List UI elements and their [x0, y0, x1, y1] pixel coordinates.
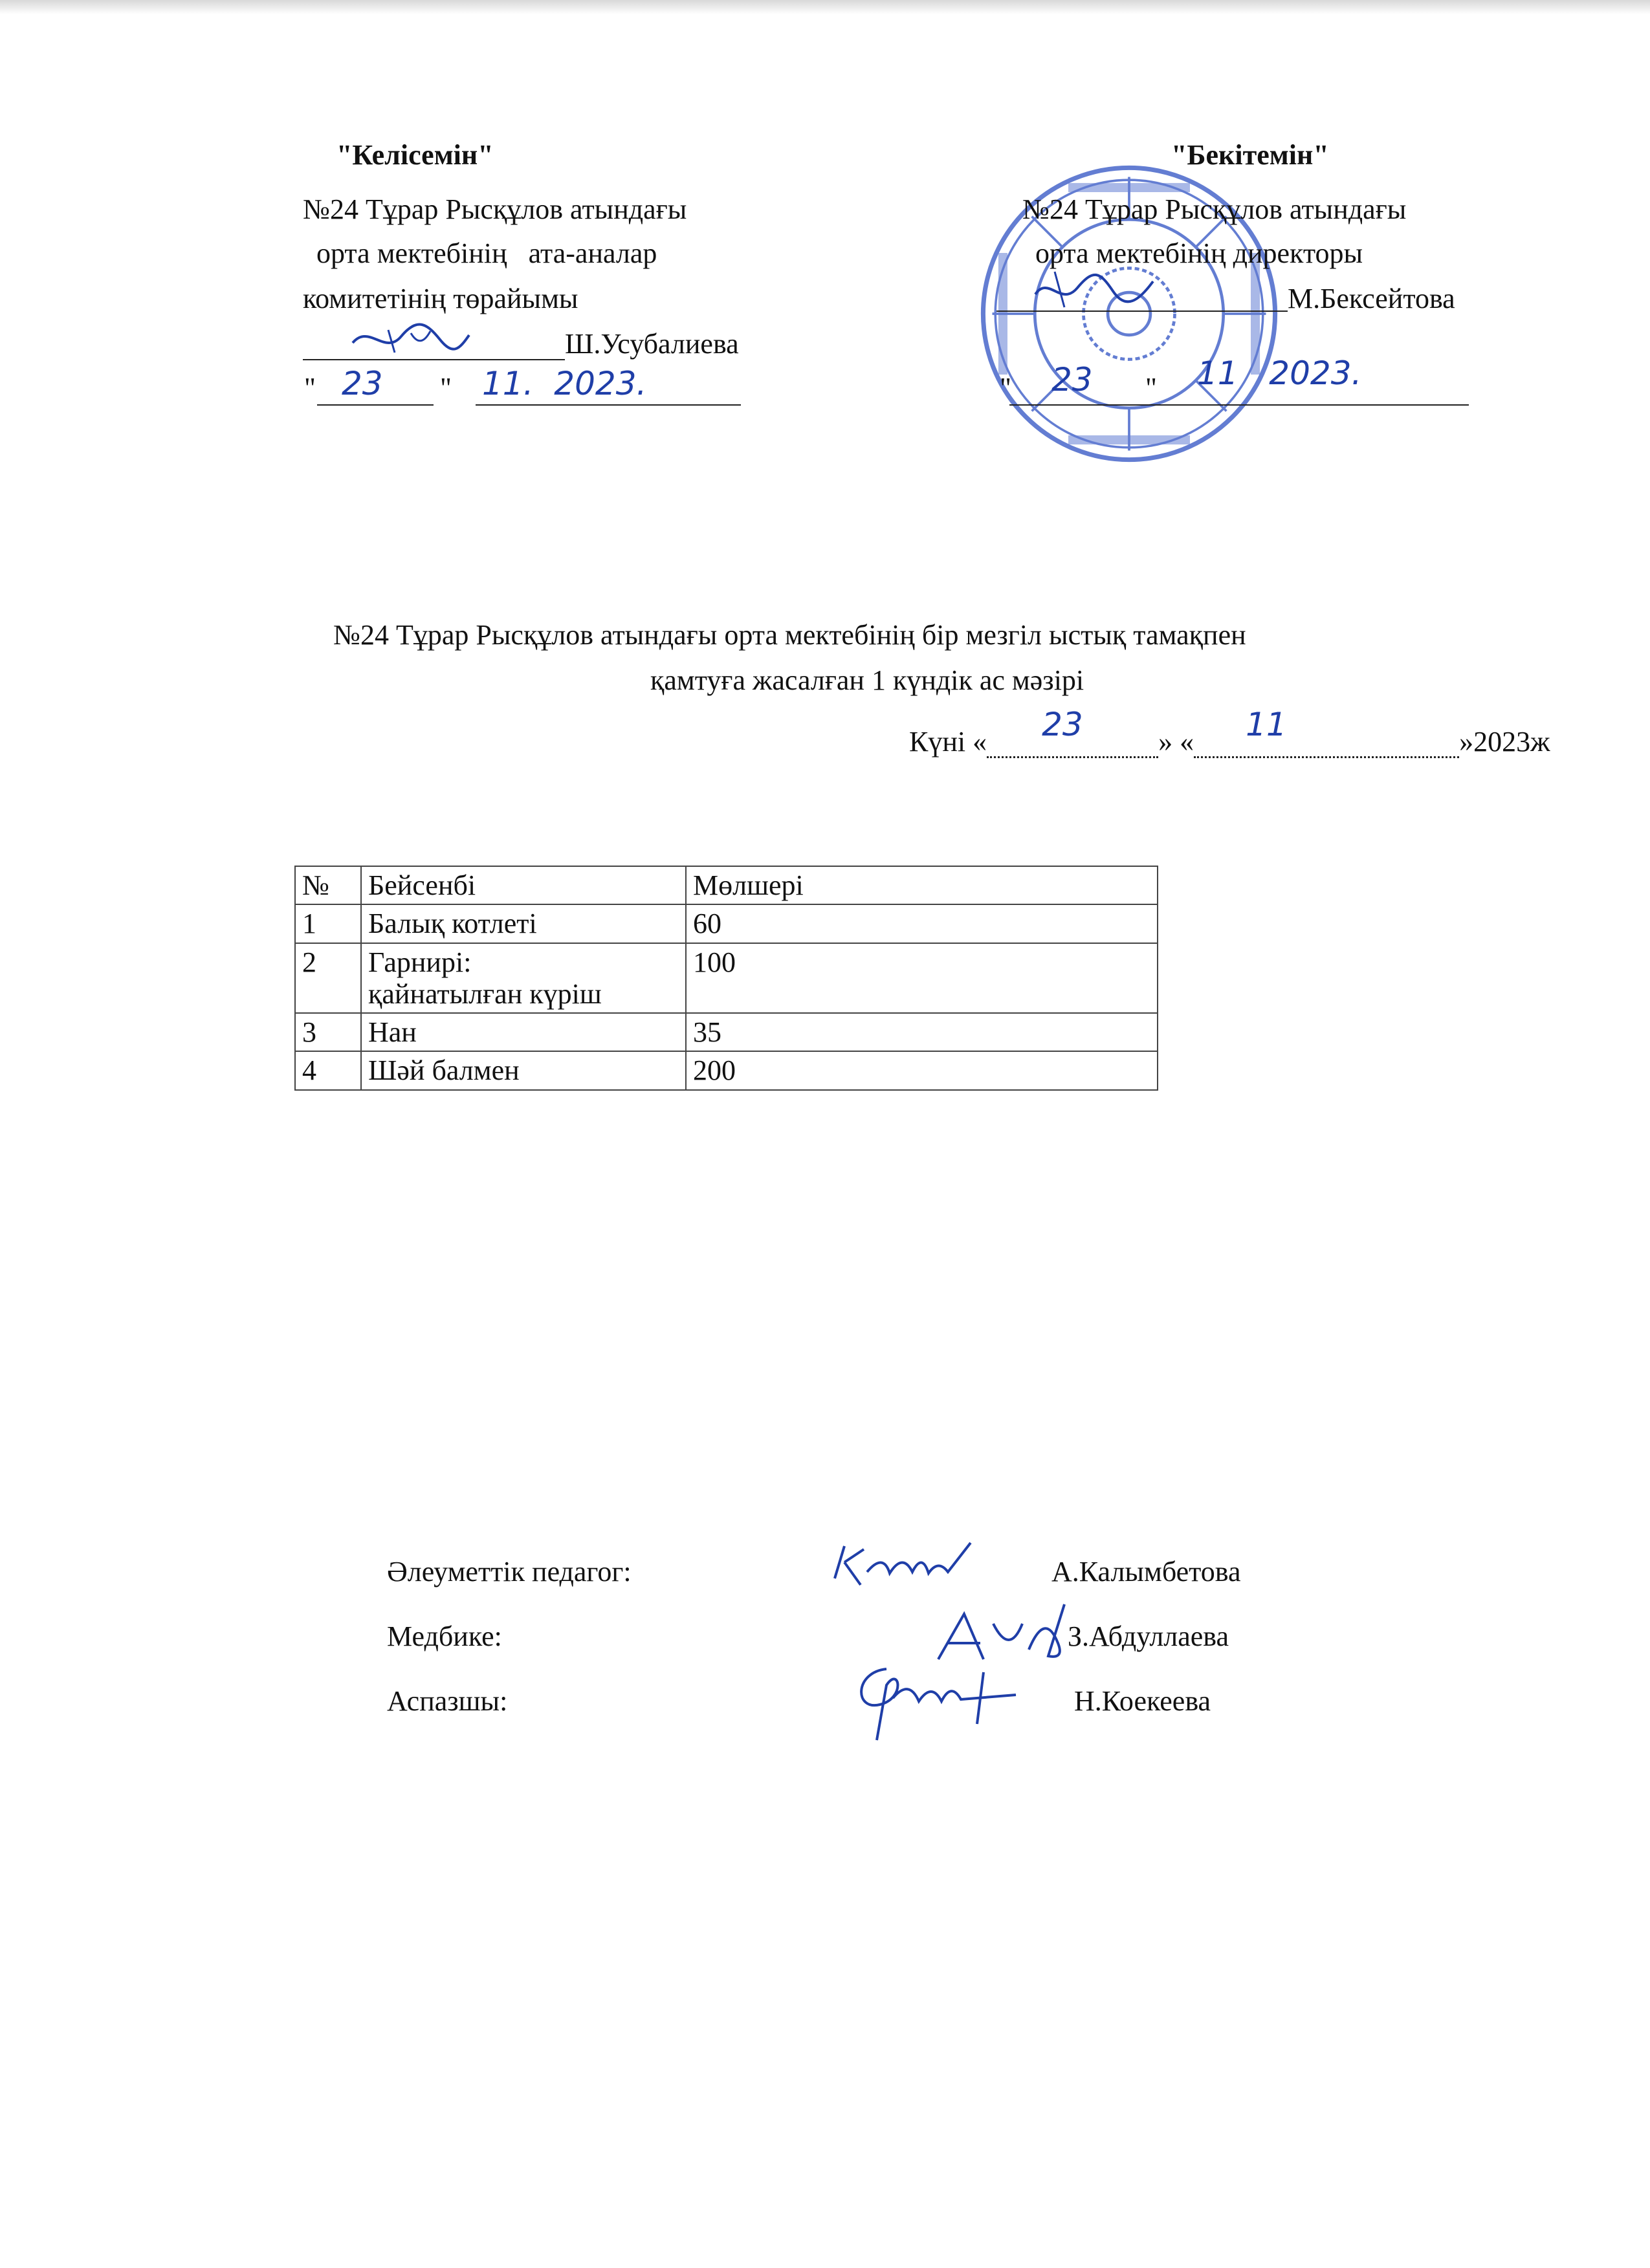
date-day-field [987, 706, 1158, 758]
right-date-month-year: 11 2023. [1197, 354, 1362, 392]
right-date-open-quote: " [1000, 372, 1011, 404]
date-suffix: »2023ж [1459, 726, 1550, 758]
left-approval-line2: орта мектебінің ата-аналар [309, 237, 657, 269]
right-date-line [1009, 404, 1469, 406]
date-day-hand: 23 [1042, 706, 1083, 743]
date-prefix: Күні « [909, 726, 987, 758]
left-approval-line1: №24 Тұрар Рысқұлов атындағы [303, 193, 687, 225]
signatory-role: Әлеуметтік педагог: [387, 1556, 632, 1587]
header-day: Бейсенбі [361, 866, 686, 904]
menu-table [294, 866, 1158, 1091]
row-quantity: 60 [686, 904, 1158, 943]
document-title-line1: №24 Тұрар Рысқұлов атындағы орта мектебінің бір мезгіл ыстық тамақпен [333, 619, 1246, 651]
row-quantity: 100 [686, 943, 1158, 1014]
date-line [909, 706, 1550, 758]
left-signature-icon [349, 317, 472, 362]
row-quantity: 200 [686, 1051, 1158, 1089]
row-quantity: 35 [686, 1013, 1158, 1051]
row-dish: Шәй балмен [361, 1051, 686, 1089]
document-title-line2: қамтуға жасалған 1 күндік ас мәзірі [650, 664, 1084, 696]
row-dish-line1: Гарнирі: [368, 946, 472, 978]
signatory-name: Н.Коекеева [1074, 1685, 1211, 1717]
signature-icon [848, 1659, 1029, 1743]
signature-icon [825, 1533, 1000, 1604]
table-row [295, 1051, 1158, 1089]
right-signature-icon [1029, 262, 1158, 314]
header-number: № [295, 866, 361, 904]
right-date-day: 23 [1051, 361, 1093, 398]
row-dish: Балық котлеті [361, 904, 686, 943]
signatory-role: Медбике: [387, 1620, 502, 1652]
row-dish: Нан [361, 1013, 686, 1051]
date-month-hand: 11 [1246, 706, 1287, 743]
signatory-name: А.Калымбетова [1051, 1556, 1241, 1587]
scan-edge [0, 0, 1650, 14]
left-approval-heading: "Келісемін" [336, 139, 494, 171]
right-signer-name: М.Бексейтова [1288, 283, 1455, 314]
left-date-close-quote: " [440, 372, 452, 404]
signatory-name: З.Абдуллаева [1068, 1620, 1229, 1652]
left-date-day: 23 [342, 365, 383, 402]
right-approval-line2: орта мектебінің директоры [1035, 237, 1363, 269]
left-signer-name: Ш.Усубалиева [565, 328, 739, 360]
table-row [295, 1013, 1158, 1051]
left-date-day-line [317, 404, 434, 406]
left-approval-line3: комитетінің төрайымы [303, 283, 578, 314]
row-dish-line2: қайнатылған күріш [368, 977, 602, 1010]
menu-table-header-row [295, 866, 1158, 904]
table-row [295, 943, 1158, 1014]
right-approval-line1: №24 Тұрар Рысқұлов атындағы [1022, 193, 1407, 225]
signatory-role: Аспазшы: [387, 1685, 508, 1717]
date-mid: » « [1158, 726, 1194, 758]
row-number: 3 [295, 1013, 361, 1051]
row-number: 4 [295, 1051, 361, 1089]
table-row [295, 904, 1158, 943]
right-approval-heading: "Бекітемін" [1171, 139, 1329, 171]
left-date-month-year: 11. 2023. [482, 365, 647, 402]
left-date-open-quote: " [304, 372, 316, 404]
date-month-field [1194, 706, 1459, 758]
left-date-month-line [476, 404, 741, 406]
row-dish [361, 943, 686, 1014]
row-number: 2 [295, 943, 361, 1014]
row-number: 1 [295, 904, 361, 943]
signature-icon [932, 1598, 1074, 1669]
right-date-close-quote: " [1145, 372, 1157, 404]
header-quantity: Мөлшері [686, 866, 1158, 904]
